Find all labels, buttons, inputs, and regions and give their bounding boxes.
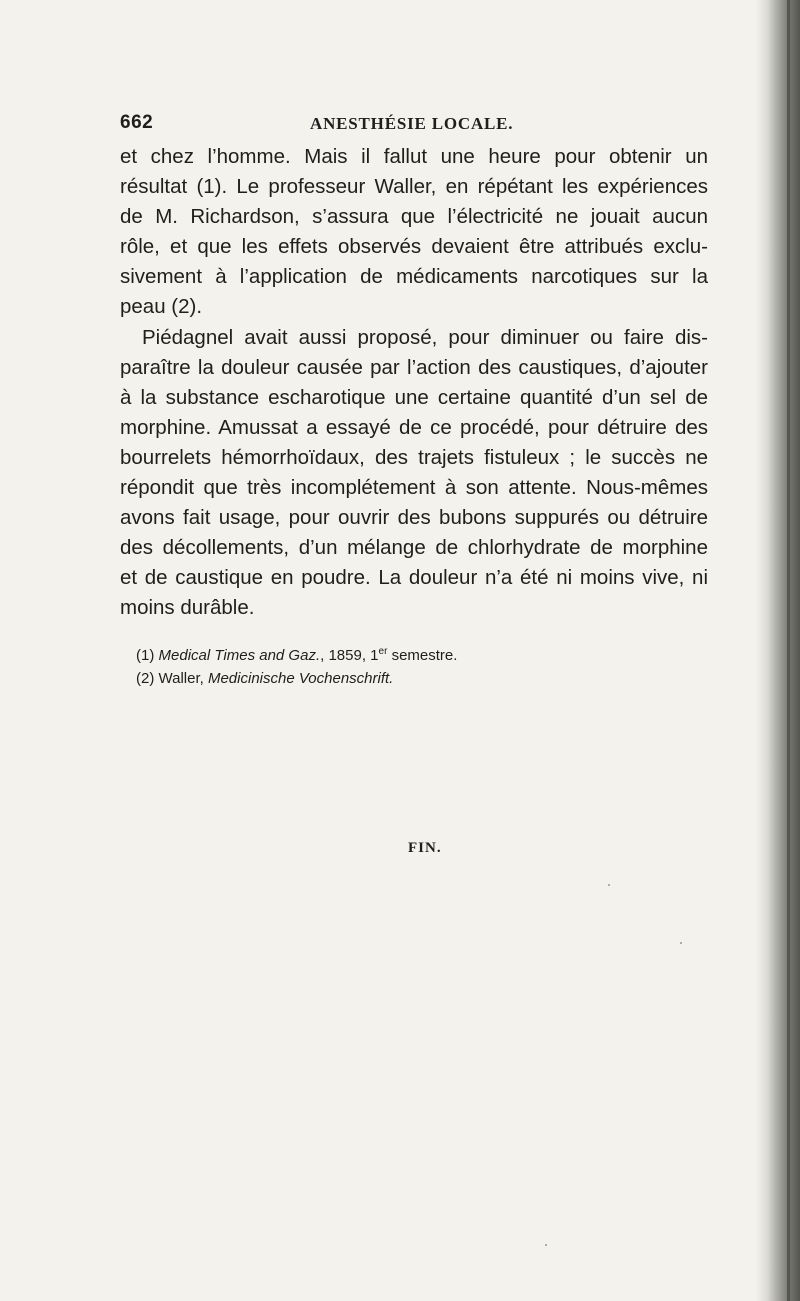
text-line: résultat (1). Le professeur Waller, en répétant les expériences (120, 175, 708, 199)
text-line: moins durâble. (120, 596, 255, 620)
text-line: bourrelets hémorrhoïdaux, des trajets fistuleux ; le succès ne (120, 445, 708, 469)
footnote-2 (136, 667, 696, 690)
footnote-1-details: , 1859, 1 (320, 647, 379, 664)
running-head (120, 112, 710, 138)
text-line: répondit que très incomplétement à son attente. Nous-mêmes (120, 476, 708, 500)
footnotes (136, 644, 696, 690)
footnote-2-number: (2) (136, 670, 155, 687)
text-line: paraître la douleur causée par l’action des caustiques, d’ajouter (120, 355, 708, 379)
text-line: et chez l’homme. Mais il fallut une heure pour obtenir un (120, 145, 708, 168)
footnote-1-superscript: er (378, 646, 388, 657)
running-title: ANESTHÉSIE LOCALE. (310, 114, 514, 133)
paper-speck (608, 884, 610, 886)
text-line: et de caustique en poudre. La douleur n’a été ni moins vive, ni (120, 566, 708, 590)
text-line: des décollements, d’un mélange de chlorhydrate de morphine (120, 536, 708, 560)
text-line: avons fait usage, pour ouvrir des bubons suppurés ou détruire (120, 506, 708, 530)
text-line: rôle, et que les effets observés devaient être attribués exclu- (120, 235, 708, 259)
text-line: peau (2). (120, 295, 203, 319)
text-line: sivement à l’application de médicaments narcotiques sur la (120, 265, 708, 289)
paper-speck (545, 1244, 547, 1246)
page-edge-line (787, 0, 790, 1301)
footnote-2-source: Medicinische Vochenschrift. (207, 670, 394, 687)
footnote-1-tail: semestre. (387, 647, 458, 664)
footnote-1 (136, 644, 696, 667)
text-line: morphine. Amussat a essayé de ce procédé, pour détruire des (120, 415, 708, 439)
text-line: à la substance escharotique une certaine quantité d’un sel de (120, 385, 708, 409)
footnote-1-number: (1) (136, 647, 155, 664)
page-number: 662 (120, 112, 154, 133)
paper-speck (680, 942, 682, 944)
footnote-1-source: Medical Times and Gaz. (158, 647, 321, 664)
body-text (120, 142, 708, 624)
text-line: Piédagnel avait aussi proposé, pour diminuer ou faire dis- (142, 325, 708, 349)
text-line: de M. Richardson, s’assura que l’électricité ne jouait aucun (120, 205, 708, 229)
page-edge-shadow (756, 0, 800, 1301)
footnote-2-author: Waller, (158, 670, 208, 687)
end-mark: FIN. (408, 840, 442, 856)
